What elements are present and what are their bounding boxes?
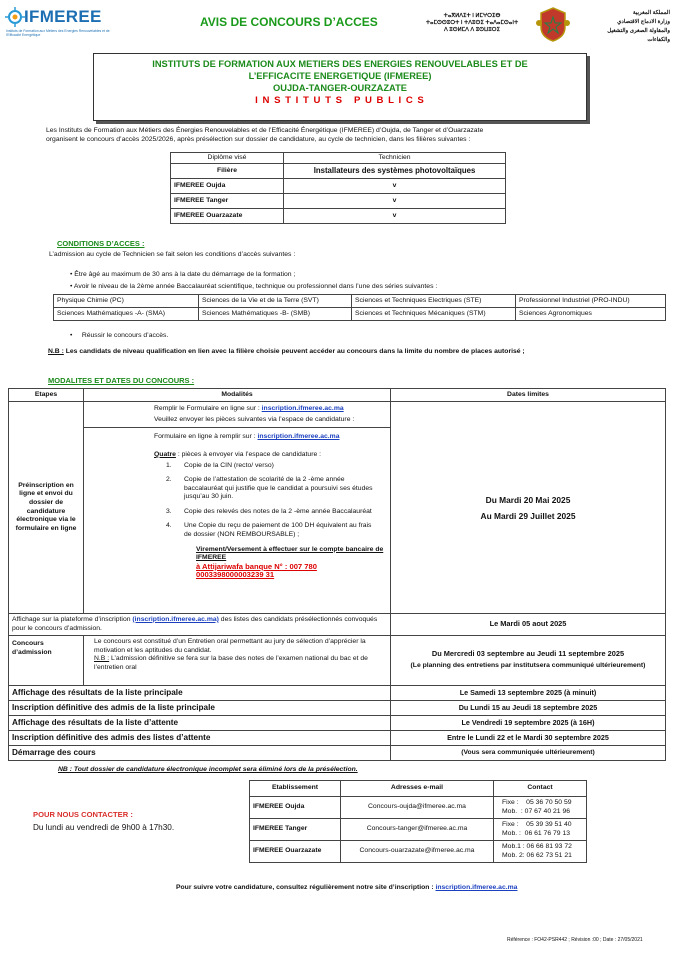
intro-line: Les Instituts de Formation aux Métiers des Énergies Renouvelables et de l’Efficacité Énergétique (IFMEREE) d’Oujda, de Tanger et d’Ouarzazate bbox=[46, 127, 484, 134]
logo-subtitle: Instituts de Formation aux Métiers des Energies Renouvelables et de l'Efficacité Energétique bbox=[6, 29, 110, 37]
table-row bbox=[9, 746, 666, 761]
table-cell: Le Vendredi 19 septembre 2025 (à 16H) bbox=[391, 716, 666, 731]
table-row bbox=[9, 389, 666, 402]
tifinagh-line: ⵜⴰⴳⵍⴷⵉⵜ ⵏ ⵍⵎⵖⵔⵉⴱ bbox=[443, 13, 501, 19]
col-contact-header: Contact bbox=[494, 781, 587, 797]
condition-bullet: • Avoir le niveau de la 2ème année Baccalauréat scientifique, technique ou professionnel dans l’une des séries suivantes : bbox=[70, 283, 438, 290]
date-note: (Le planning des entretiens par institutsera communiqué ultérieurement) bbox=[410, 662, 646, 669]
phone-line: Fixe : 05 36 70 50 59 bbox=[502, 798, 572, 806]
table-row bbox=[9, 701, 666, 716]
page-title: AVIS DE CONCOURS D’ACCES bbox=[200, 15, 378, 29]
table-row bbox=[9, 716, 666, 731]
table-cell bbox=[84, 636, 391, 686]
table-cell bbox=[494, 819, 587, 841]
condition-bullet: • Réussir le concours d’accès. bbox=[70, 332, 169, 339]
table-cell: Affichage des résultats de la liste d’attente bbox=[9, 716, 391, 731]
table-row bbox=[9, 731, 666, 746]
nb-text: Les candidats de niveau qualification en lien avec la filière choisie peuvent accéder au concours dans la limite du nombre de places autorisé ; bbox=[65, 348, 525, 355]
modalite-text: : pièces à envoyer via l’espace de candidature : bbox=[177, 450, 322, 458]
phone-line: Mob. : 06 61 76 79 13 bbox=[502, 829, 571, 837]
table-cell: Le Mardi 05 aout 2025 bbox=[391, 614, 666, 636]
table-cell: IFMEREE Ouarzazate bbox=[171, 209, 284, 224]
contact-heading: POUR NOUS CONTACTER : bbox=[33, 810, 133, 819]
email-tanger[interactable]: Concours-tanger@ifmeree.ac.ma bbox=[341, 819, 494, 841]
table-row bbox=[250, 781, 587, 797]
logo-text: IFMEREE bbox=[24, 7, 102, 26]
reference-text: Référence : FO42-PSR442 ; Révision :00 ; Date : 27/05/2021 bbox=[507, 937, 643, 943]
table-cell: Inscription définitive des admis des listes d’attente bbox=[9, 731, 391, 746]
modalite-line bbox=[154, 451, 386, 460]
table-cell: Physique Chimie (PC) bbox=[54, 295, 199, 308]
conditions-intro: L’admission au cycle de Technicien se fait selon les conditions d’accès suivantes : bbox=[49, 251, 296, 258]
modalite-line bbox=[154, 433, 386, 442]
col-dates-header: Dates limites bbox=[391, 389, 666, 402]
series-table bbox=[53, 294, 666, 321]
tifinagh-line: ⵜⴰⵎⵙⵙⵓⵔⵜ ⵏ ⵜⴷⵓⵙⵉ ⵜⴰⴷⴰⵎⵙⴰⵏⵜ bbox=[425, 20, 519, 26]
contact-table bbox=[249, 780, 587, 863]
table-row bbox=[171, 164, 506, 179]
banner-box bbox=[93, 53, 587, 121]
concours-text: L’admission définitive se fera sur la base des notes de l’examen national du bac et de l’entretien oral bbox=[94, 655, 368, 671]
table-row bbox=[54, 295, 666, 308]
phone-line: Mob. 2: 06 62 73 51 21 bbox=[502, 851, 572, 859]
modalite-text: Remplir le Formulaire en ligne sur : bbox=[154, 405, 260, 412]
arabic-line: والمقاولة الصغرى والتشغيل والكفاءات bbox=[607, 28, 670, 43]
col-etab-header: Etablissement bbox=[250, 781, 341, 797]
table-cell: Démarrage des cours bbox=[9, 746, 391, 761]
col-etapes-header: Etapes bbox=[9, 389, 84, 402]
table-cell: Technicien bbox=[284, 153, 506, 164]
tifinagh-line: ⴷ ⵓⵙⵍⵎⴷ ⴷ ⵓⵙⵡⵓⵔⵉ bbox=[443, 27, 501, 33]
intro-line: organisent le concours d’accès 2025/2026, après présélection sur dossier de candidature, au cycle de technicien, dans les filières suivantes : bbox=[46, 135, 471, 143]
table-cell bbox=[494, 797, 587, 819]
email-oujda[interactable]: Concours-oujda@ifmeree.ac.ma bbox=[341, 797, 494, 819]
banner-line4: I N S T I T U T S P U B L I C S bbox=[255, 95, 425, 106]
concours-text: Le concours est constitué d’un Entretien oral permettant au jury de sélection d’apprécier la motivation et les aptitudes du candidat. bbox=[94, 638, 366, 654]
table-cell: Sciences Mathématiques -B- (SMB) bbox=[199, 308, 352, 321]
date-line: Du Mercredi 03 septembre au Jeudi 11 septembre 2025 bbox=[431, 649, 625, 659]
table-cell: Installateurs des systèmes photovoltaïques bbox=[284, 164, 506, 179]
list-item: 3. Copie des relevés des notes de la 2 -ème année Baccalauréat bbox=[166, 508, 386, 517]
condition-text: Réussir le concours d’accès. bbox=[81, 332, 169, 339]
table-cell: Diplôme visé bbox=[171, 153, 284, 164]
table-cell: Préinscription en ligne et envoi du dossier de candidature électronique via le formulaire en ligne bbox=[9, 402, 84, 614]
table-cell: v bbox=[284, 209, 506, 224]
modalite-text: Formulaire en ligne à remplir sur : bbox=[154, 433, 256, 441]
list-item: 4. Une Copie du reçu de paiement de 100 DH équivalent au frais de dossier (NON REMBOURSABLE) ; bbox=[166, 522, 386, 539]
list-item-text: Copie de la CIN (recto/ verso) bbox=[184, 462, 274, 470]
table-row bbox=[171, 194, 506, 209]
arabic-text bbox=[590, 9, 670, 45]
quatre-label: Quatre bbox=[154, 450, 176, 458]
list-item: 2. Copie de l’attestation de scolarité de la 2 -ème année baccalauréat qui justifie que le candidat a poursuivi ses études jusqu’au 30 juin. bbox=[166, 475, 373, 501]
table-cell: Sciences et Techniques Electriques (STE) bbox=[352, 295, 516, 308]
table-cell: Concours d’admission bbox=[9, 636, 84, 686]
tifinagh-text bbox=[417, 13, 527, 34]
list-item-text: Copie des relevés des notes de la 2 -ème année Baccalauréat bbox=[184, 507, 372, 515]
modalite-line bbox=[154, 405, 390, 414]
table-cell: Professionnel Industriel (PRO-INDU) bbox=[516, 295, 666, 308]
modalities-table bbox=[8, 388, 666, 761]
table-cell bbox=[391, 636, 666, 686]
table-cell: Inscription définitive des admis de la liste principale bbox=[9, 701, 391, 716]
table-row bbox=[250, 841, 587, 863]
affichage-text: des listes des candidats présélectionnés convoqués pour le concours d’admission. bbox=[12, 615, 378, 632]
table-row bbox=[250, 797, 587, 819]
banner-line2: L’EFFICACITE ENERGETIQUE (IFMEREE) bbox=[248, 71, 432, 81]
condition-text: Être âgé au maximum de 30 ans à la date du démarrage de la formation ; bbox=[74, 271, 296, 278]
condition-bullet: • Être âgé au maximum de 30 ans à la date du démarrage de la formation ; bbox=[70, 271, 296, 278]
banner-line1: INSTITUTS DE FORMATION AUX METIERS DES ENERGIES RENOUVELABLES ET DE bbox=[152, 59, 528, 69]
table-cell: Entre le Lundi 22 et le Mardi 30 septembre 2025 bbox=[391, 731, 666, 746]
table-row bbox=[9, 686, 666, 701]
table-row bbox=[171, 179, 506, 194]
table-cell bbox=[494, 841, 587, 863]
table-cell: IFMEREE Oujda bbox=[171, 179, 284, 194]
ifmeree-logo bbox=[4, 6, 124, 42]
table-row bbox=[250, 819, 587, 841]
condition-text: Avoir le niveau de la 2ème année Baccalauréat scientifique, technique ou professionnel dans l’une des séries suivantes : bbox=[73, 283, 438, 290]
table-cell bbox=[84, 402, 391, 614]
table-row bbox=[171, 209, 506, 224]
inscription-link[interactable]: inscription.ifmeree.ac.ma bbox=[261, 405, 344, 412]
follow-prefix: Pour suivre votre candidature, consultez régulièrement notre site d’inscription : bbox=[176, 884, 434, 891]
table-cell: Affichage des résultats de la liste principale bbox=[9, 686, 391, 701]
table-cell: Le Samedi 13 septembre 2025 (à minuit) bbox=[391, 686, 666, 701]
phone-line: Fixe : 05 39 39 51 40 bbox=[502, 820, 572, 828]
modalities-heading: MODALITES ET DATES DU CONCOURS : bbox=[48, 376, 195, 385]
phone-line: Mob. : 07 67 40 21 96 bbox=[502, 807, 571, 815]
date-line: Au Mardi 29 Juillet 2025 bbox=[480, 510, 576, 521]
table-row bbox=[9, 636, 666, 686]
inscription-link[interactable]: inscription.ifmeree.ac.ma bbox=[435, 884, 518, 891]
table-cell: IFMEREE Oujda bbox=[250, 797, 341, 819]
table-cell bbox=[9, 614, 391, 636]
table-cell: Sciences et Techniques Mécaniques (STM) bbox=[352, 308, 516, 321]
table-row bbox=[54, 308, 666, 321]
table-cell: Sciences Agronomiques bbox=[516, 308, 666, 321]
table-cell: IFMEREE Ouarzazate bbox=[250, 841, 341, 863]
incomplete-notice: NB : Tout dossier de candidature électronique incomplet sera éliminé lors de la présélection. bbox=[58, 766, 358, 773]
sun-logo-icon bbox=[4, 6, 26, 28]
phone-line: Mob.1 : 06 66 81 93 72 bbox=[502, 842, 572, 850]
virement-line: Virement/Versement à effectuer sur le compte bancaire de IFMEREE bbox=[196, 545, 384, 562]
col-email-header: Adresses e-mail bbox=[341, 781, 494, 797]
table-cell: (Vous sera communiquée ultérieurement) bbox=[391, 746, 666, 761]
affichage-text: Affichage sur la plateforme d’inscription bbox=[12, 615, 131, 623]
table-row bbox=[9, 614, 666, 636]
nb-label: N.B : bbox=[48, 348, 64, 355]
header bbox=[0, 0, 675, 50]
list-item-text: Une Copie du reçu de paiement de 100 DH équivalent au frais de dossier (NON REMBOURSABLE) ; bbox=[184, 522, 372, 538]
table-cell: v bbox=[284, 179, 506, 194]
inscription-link[interactable]: (inscription.ifmeree.ac.ma) bbox=[132, 615, 219, 623]
table-row bbox=[9, 402, 666, 614]
virement-line: à Attijariwafa banque N° : 007 780 0003398000003239 31 bbox=[196, 561, 317, 580]
col-modalites-header: Modalités bbox=[84, 389, 391, 402]
arabic-line: وزارة الادماج الاقتصادي bbox=[617, 19, 670, 25]
table-cell: Filière bbox=[171, 164, 284, 179]
table-cell: Sciences Mathématiques -A- (SMA) bbox=[54, 308, 199, 321]
date-line: Du Mardi 20 Mai 2025 bbox=[485, 494, 571, 505]
banner-line3: OUJDA-TANGER-OURZAZATE bbox=[273, 83, 407, 93]
conditions-heading: CONDITIONS D’ACCES : bbox=[57, 239, 145, 248]
contact-hours: Du lundi au vendredi de 9h00 à 17h30. bbox=[33, 823, 175, 832]
conditions-nb bbox=[48, 348, 525, 357]
list-item-text: Copie de l’attestation de scolarité de la 2 -ème année baccalauréat qui justifie que le candidat a poursuivi ses études jusqu’au 30 juin. bbox=[184, 475, 373, 501]
table-cell bbox=[391, 402, 666, 614]
table-cell: IFMEREE Tanger bbox=[250, 819, 341, 841]
table-cell: Du Lundi 15 au Jeudi 18 septembre 2025 bbox=[391, 701, 666, 716]
table-cell: v bbox=[284, 194, 506, 209]
intro-text bbox=[46, 127, 646, 144]
nb-label: N.B : bbox=[94, 655, 110, 663]
coat-of-arms-emblem bbox=[535, 5, 571, 43]
arabic-line: المملكة المغربية bbox=[632, 10, 670, 16]
diploma-table bbox=[170, 152, 506, 224]
list-item: 1. Copie de la CIN (recto/ verso) bbox=[166, 462, 386, 471]
follow-text bbox=[176, 884, 517, 893]
email-ouarzazate[interactable]: Concours-ouarzazate@ifmeree.ac.ma bbox=[341, 841, 494, 863]
table-cell: Sciences de la Vie et de la Terre (SVT) bbox=[199, 295, 352, 308]
modalite-line: Veuillez envoyer les pièces suivantes via l’espace de candidature : bbox=[154, 415, 355, 423]
table-row bbox=[171, 153, 506, 164]
virement-info bbox=[196, 546, 386, 580]
inscription-link[interactable]: inscription.ifmeree.ac.ma bbox=[257, 433, 340, 441]
table-cell: IFMEREE Tanger bbox=[171, 194, 284, 209]
